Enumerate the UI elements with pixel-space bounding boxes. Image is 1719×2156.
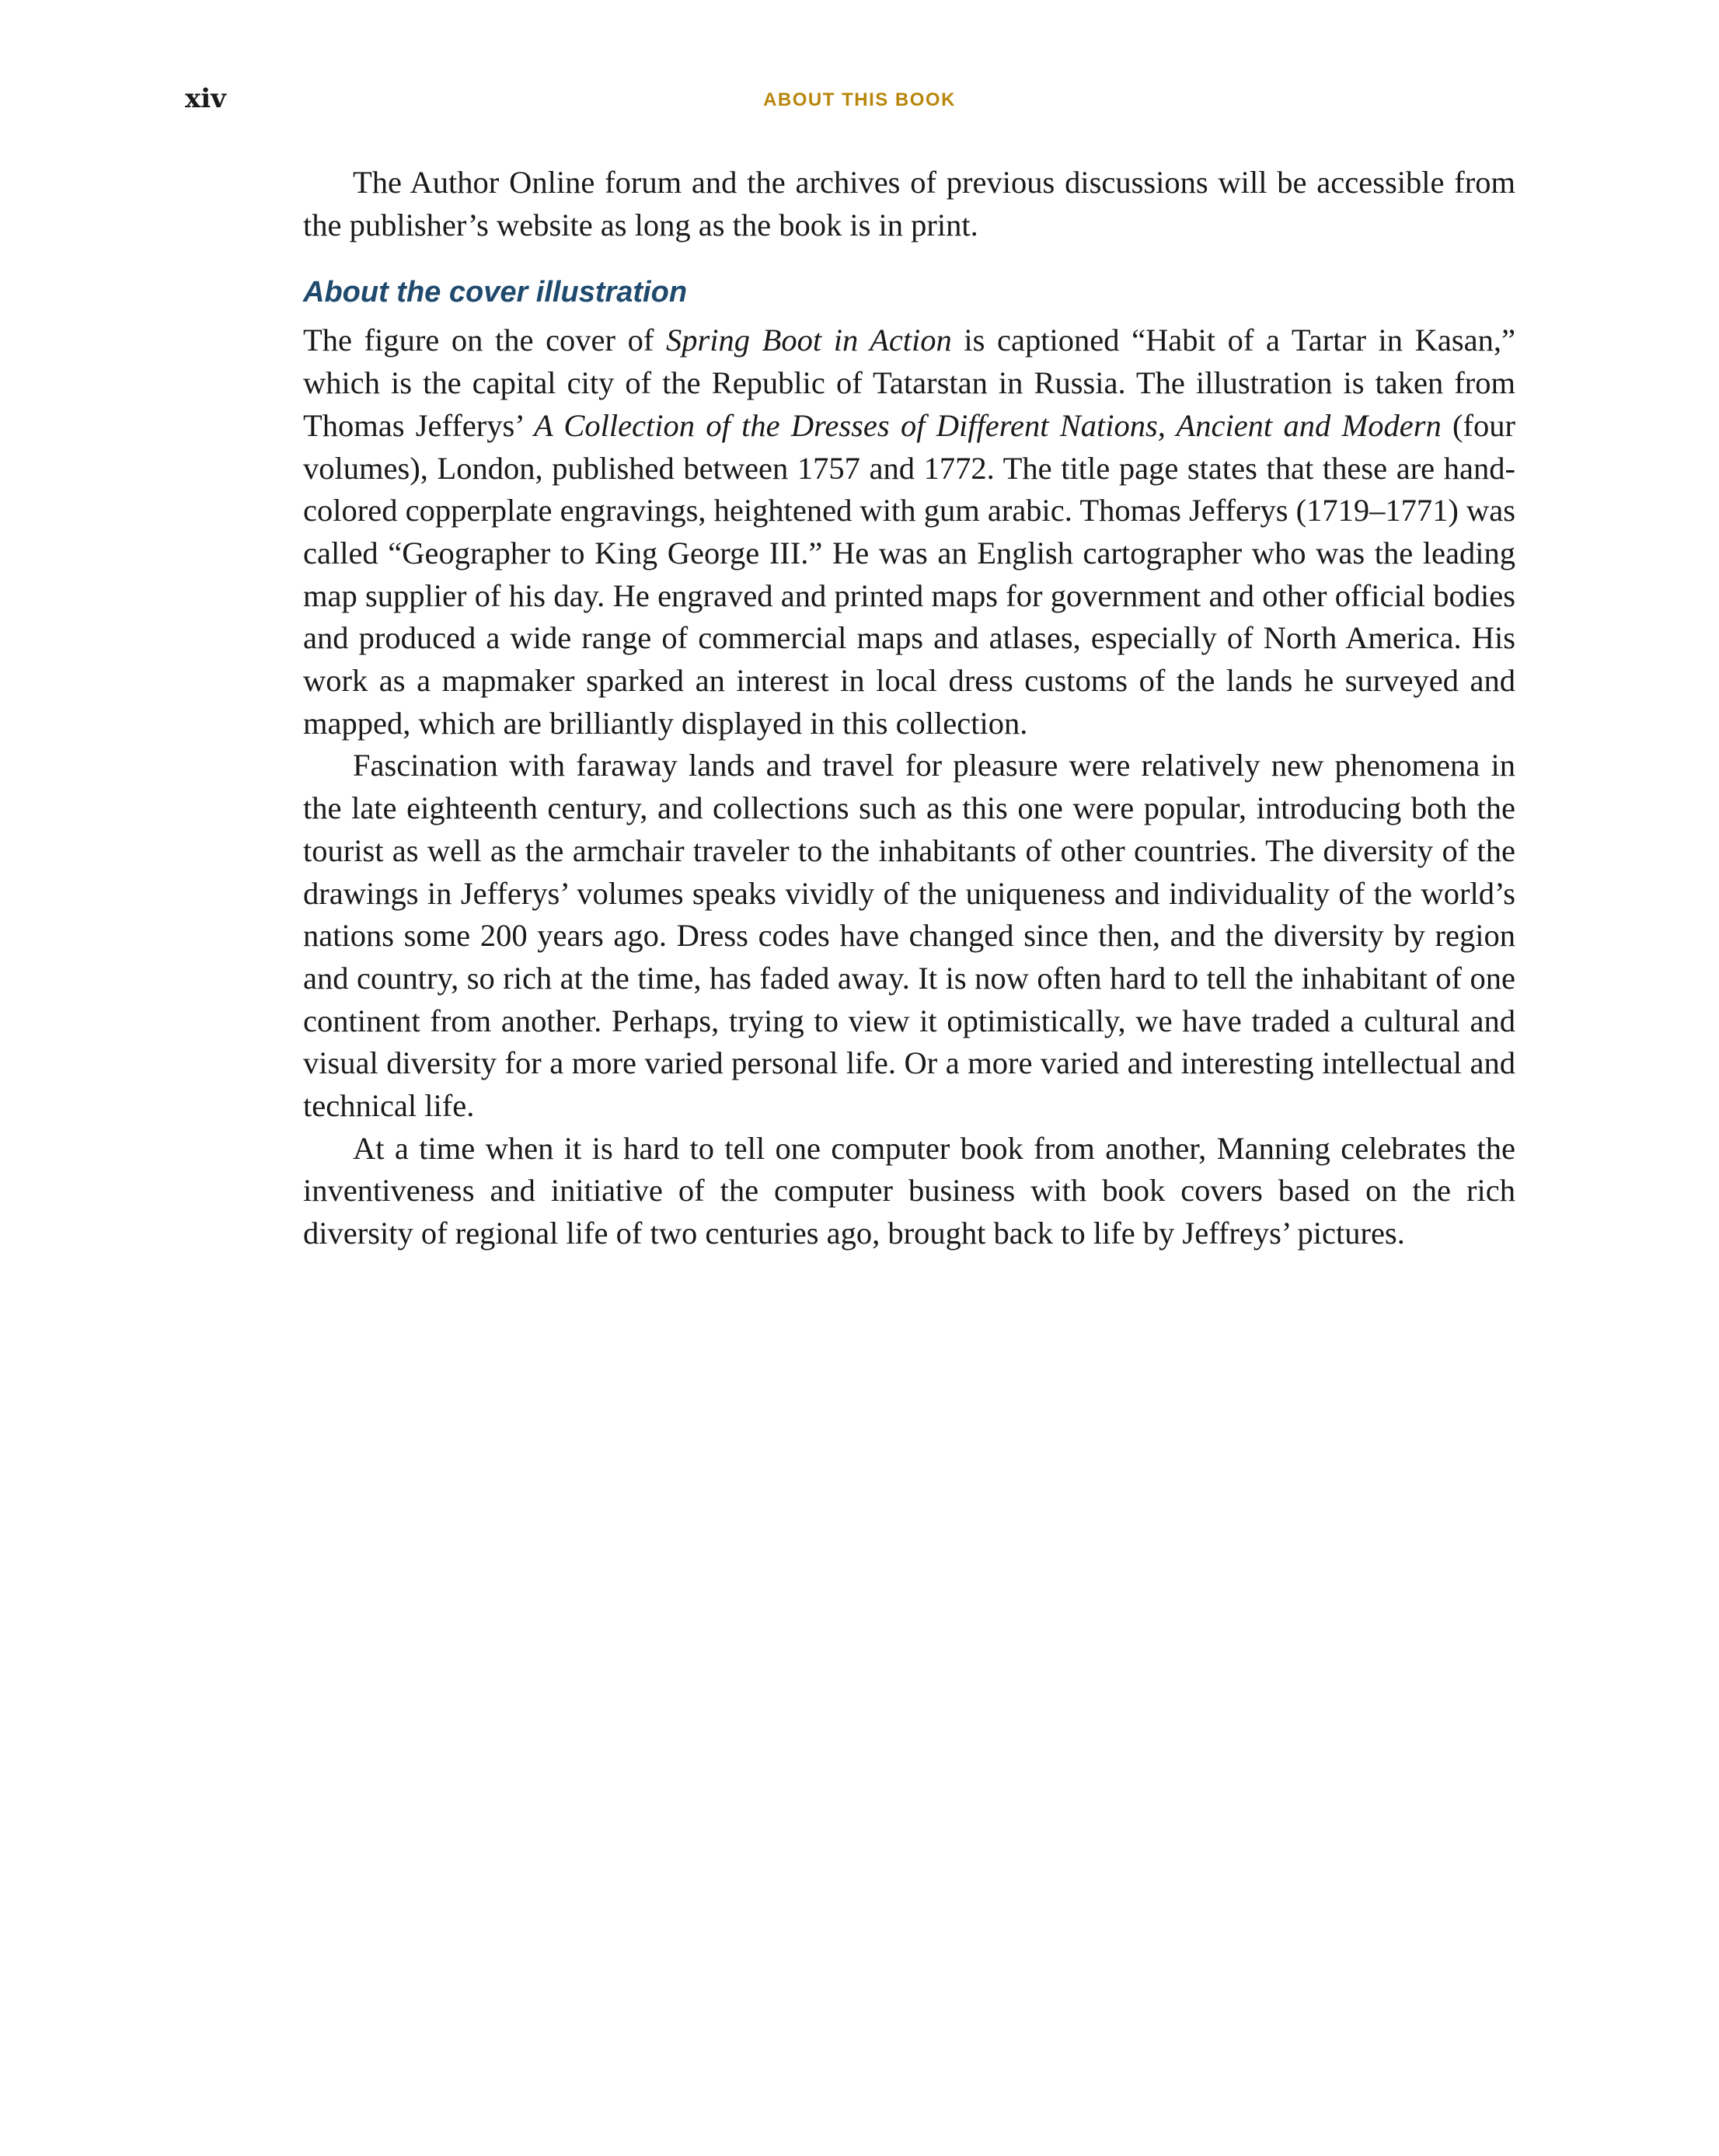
cover-paragraph-1: [303, 319, 1515, 745]
intro-paragraph: The Author Online forum and the archives of previous discussions will be accessible from the publisher’s website as long as the book is in print.: [303, 165, 1515, 242]
cover-paragraph-2: Fascination with faraway lands and travel for pleasure were relatively new phenomena in the late eighteenth century, and collections such as this one were popular, introducing both the tourist as well as the armchair traveler to the inhabitants of other countries. The diversity of the drawings in Jefferys’ volumes speaks vividly of the uniqueness and individuality of the world’s nations some 200 years ago. Dress codes have changed since then, and the diversity by region and country, so rich at the time, has faded away. It is now often hard to tell the inhabitant of one continent from another. Perhaps, trying to view it optimistically, we have traded a cultural and visual diversity for a more varied personal life. Or a more varied and interesting intellectual and technical life.: [303, 748, 1515, 1124]
page-body: [303, 162, 1515, 1255]
cover-paragraph-3: At a time when it is hard to tell one computer book from another, Manning celebrates the inventiveness and initiative of the computer business with book covers based on the rich diversity of regional life of two centuries ago, brought back to life by Jeffreys’ pictures.: [303, 1130, 1515, 1251]
page-number: xiv: [185, 83, 226, 114]
book-title-italic: Spring Boot in Action: [665, 323, 952, 358]
source-title-italic: A Collection of the Dresses of Different Nations, Ancient and Modern: [534, 407, 1442, 443]
cover-paragraph-1-text-c: (four volumes), London, published between 1757 and 1772. The title page states that these are hand-colored copperplate engravings, heightened with gum arabic. Thomas Jefferys (1719–1771) was called “Geographer to King George III.” He was an English cartographer who was the leading map supplier of his day. He engraved and printed maps for government and other official bodies and produced a wide range of commercial maps and atlases, especially of North America. His work as a mapmaker sparked an interest in local dress customs of the lands he surveyed and mapped, which are brilliantly displayed in this collection.: [303, 407, 1515, 741]
running-header-title: ABOUT THIS BOOK: [763, 89, 956, 110]
cover-paragraph-1-text-b: is captioned “Habit of a Tartar in Kasan,” which is the capital city of the Republic of Tatarstan in Russia. The illustration is taken from Thomas Jefferys’: [303, 323, 1515, 443]
cover-paragraph-1-text-a: The figure on the cover of: [303, 323, 666, 358]
section-heading: About the cover illustration: [303, 276, 688, 309]
